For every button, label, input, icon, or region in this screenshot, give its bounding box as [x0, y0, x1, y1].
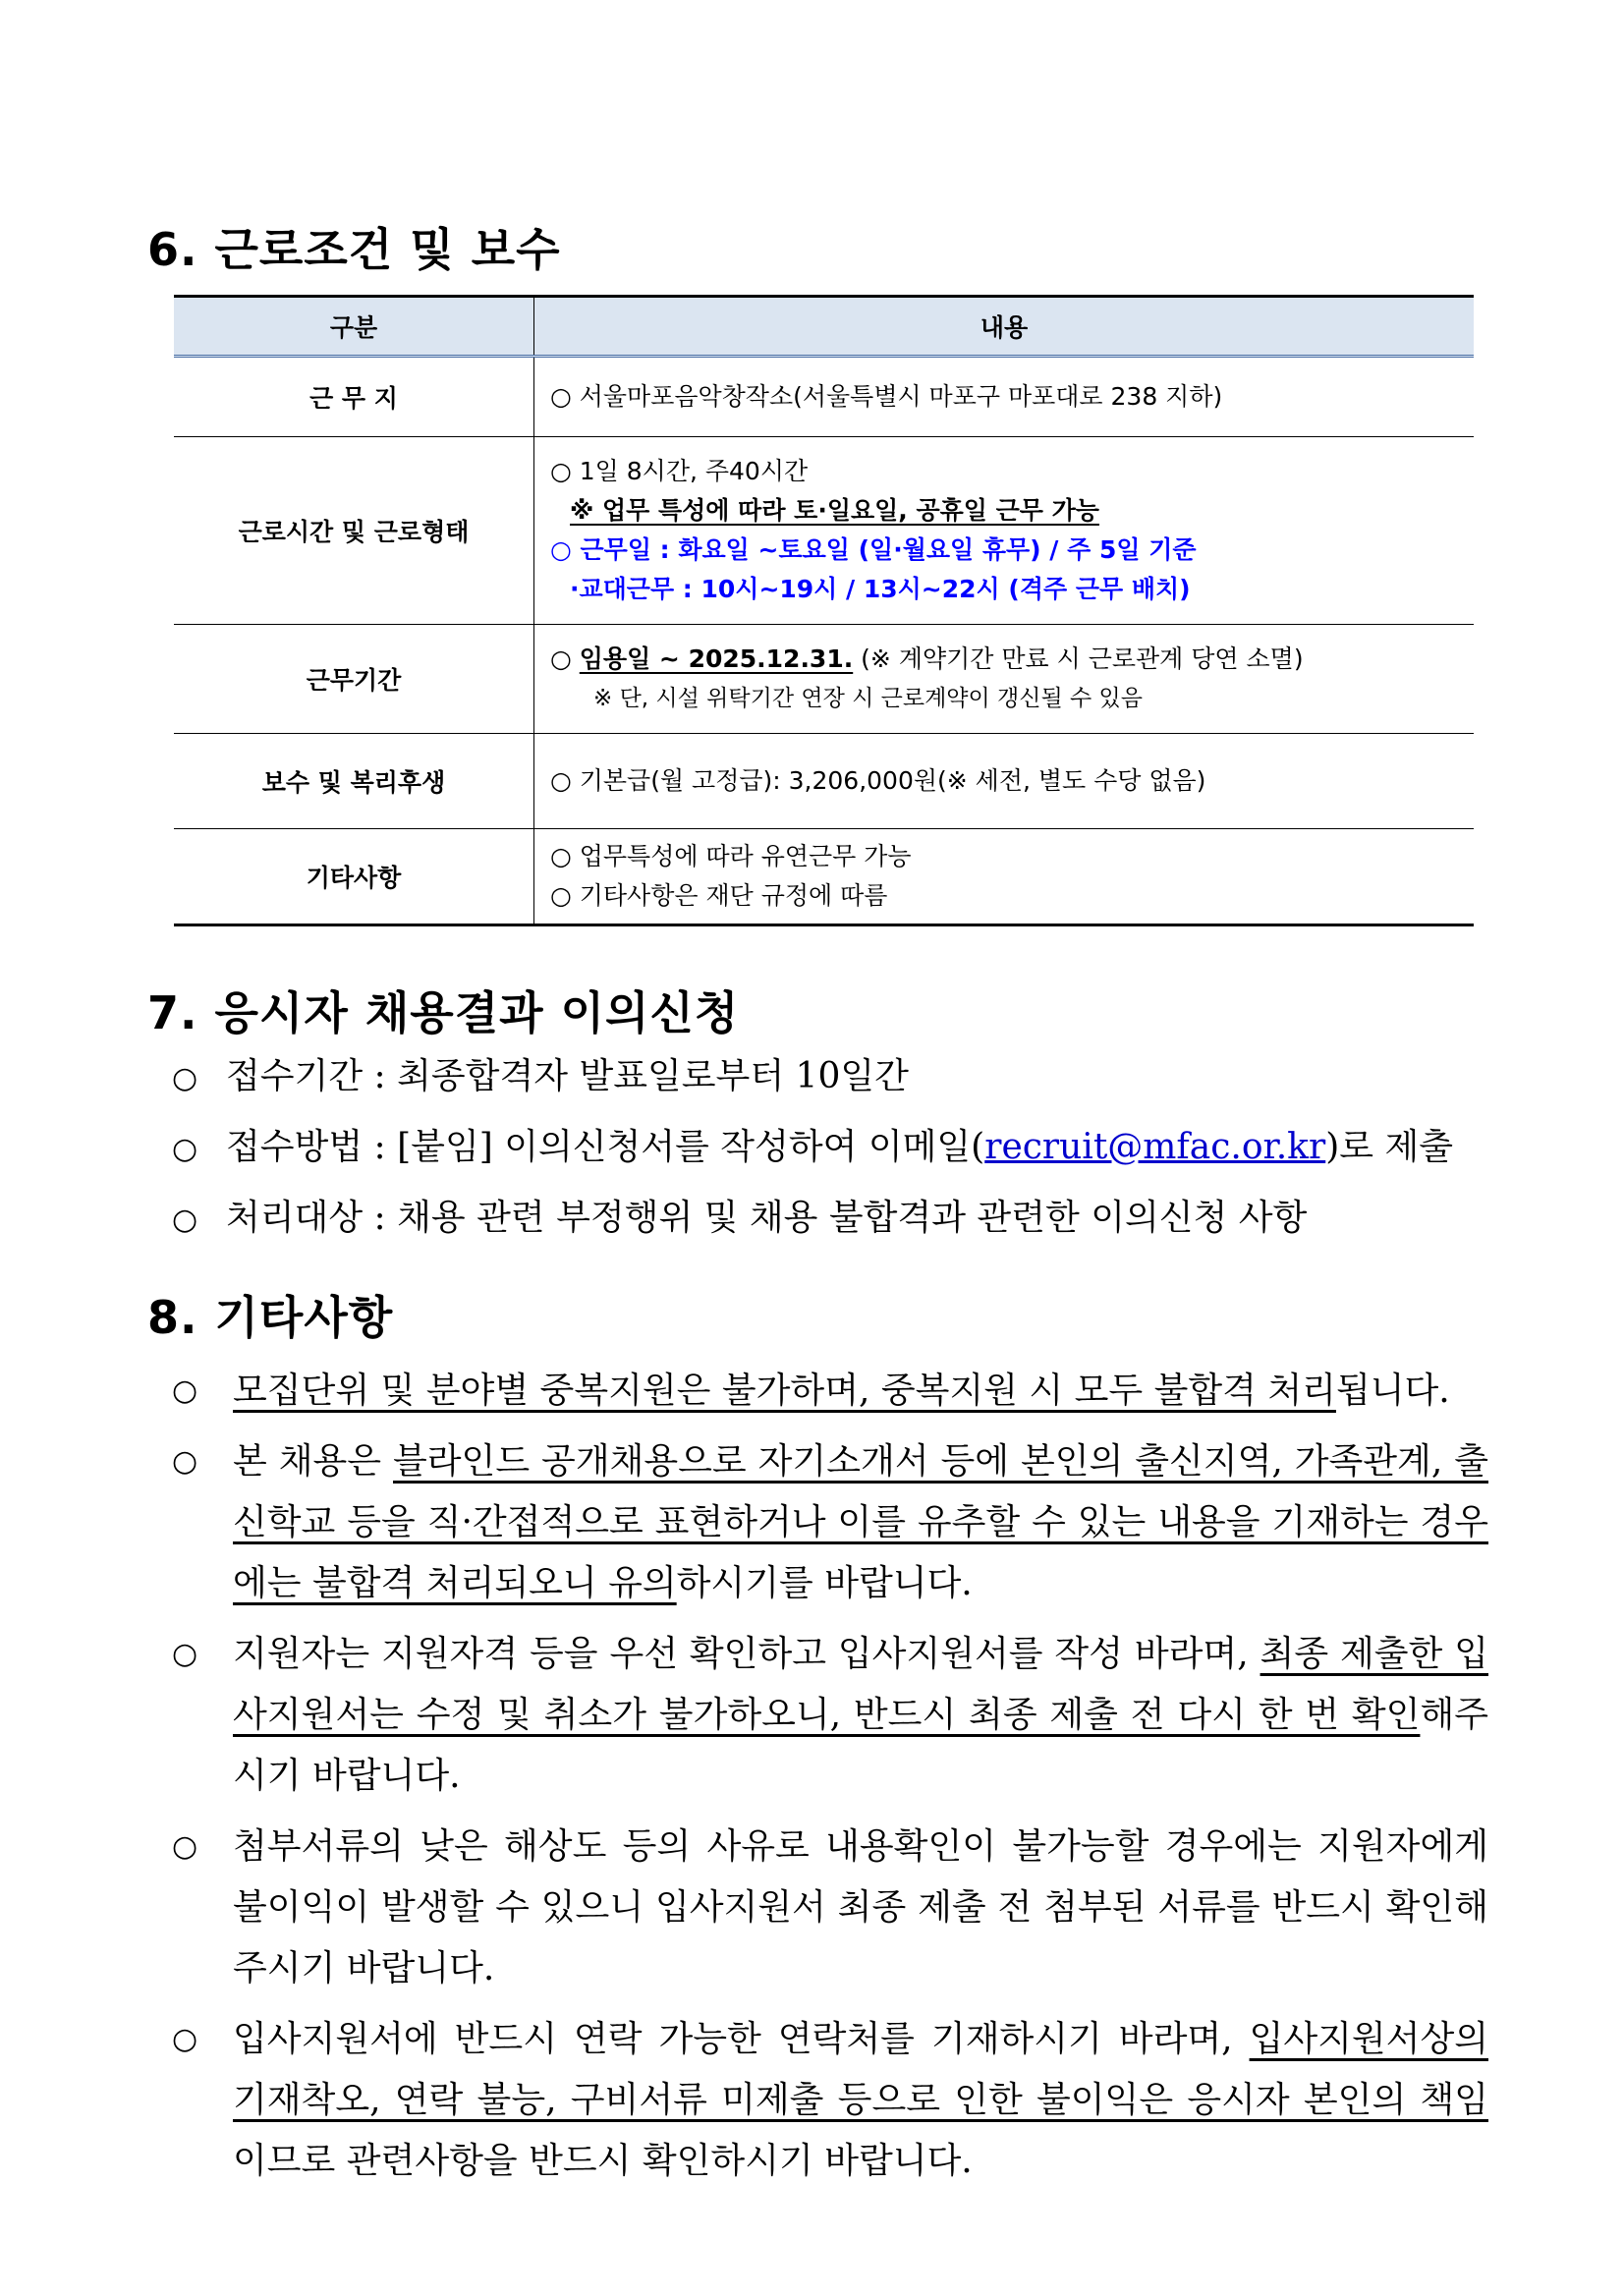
item-underlined: 모집단위 및 분야별 중복지원은 불가하며, 중복지원 시 모두 불합격 처리	[233, 1371, 1336, 1411]
content-line: ○ 기본급(월 고정급): 3,206,000원(※ 세전, 별도 수당 없음)	[550, 766, 1206, 795]
item-text: 지원자는 지원자격 등을 우선 확인하고 입사지원서를 작성 바라며,	[233, 1634, 1260, 1674]
bullet-mark: ○	[172, 1829, 198, 1864]
item-text: 첨부서류의 낮은 해상도 등의 사유로 내용확인이 불가능할 경우에는 지원자에게 불이익이 발생할 수 있으니 입사지원서 최종 제출 전 첨부된 서류를 반드시 확인해주시기 바랍니다.	[233, 1826, 1488, 1988]
table-row	[174, 437, 1474, 625]
row-label: 근 무 지	[174, 357, 534, 437]
header-category: 구분	[174, 297, 534, 357]
list-item	[172, 1817, 1488, 1999]
content-line-shift: ·교대근무 : 10시~19시 / 13시~22시 (격주 근무 배치)	[570, 575, 1191, 603]
period-note: (※ 계약기간 만료 시 근로관계 당연 소멸)	[853, 644, 1304, 673]
row-content	[534, 357, 1475, 437]
item-text: 접수방법 : [붙임] 이의신청서를 작성하여 이메일(	[226, 1127, 985, 1167]
list-item	[172, 1120, 1488, 1191]
item-underlined: 최종 제출한 입사지원서는 수정 및 취소가 불가하오니, 반드시 최종 제출 전 다시 한 번 확인	[233, 1634, 1488, 1735]
section-8-title: 8. 기타사항	[147, 1291, 394, 1344]
item-text: 처리대상 : 채용 관련 부정행위 및 채용 불합격과 관련한 이의신청 사항	[226, 1198, 1308, 1238]
row-content	[534, 625, 1475, 734]
list-item	[172, 1624, 1488, 1807]
row-label: 근무기간	[174, 625, 534, 734]
email-link[interactable]: recruit@mfac.or.kr	[984, 1127, 1326, 1167]
row-content	[534, 437, 1475, 625]
content-line: ○ 업무특성에 따라 유연근무 가능	[550, 842, 912, 870]
appeal-list	[172, 1049, 1488, 1261]
row-label: 기타사항	[174, 829, 534, 925]
item-text: 됩니다.	[1335, 1371, 1450, 1411]
list-item	[172, 1431, 1488, 1614]
bullet-mark: ○	[172, 1061, 198, 1095]
work-conditions-table	[174, 295, 1474, 926]
row-label: 근로시간 및 근로형태	[174, 437, 534, 625]
item-underlined: 입사지원서상의 기재착오, 연락 불능, 구비서류 미제출 등으로 인한 불이익은 응시자 본인의 책임	[233, 2019, 1488, 2120]
table-row	[174, 829, 1474, 925]
table-row	[174, 734, 1474, 829]
list-item	[172, 1049, 1488, 1120]
table-row	[174, 625, 1474, 734]
bullet-mark: ○	[172, 2022, 198, 2056]
list-item	[172, 1361, 1488, 1422]
bullet-mark: ○	[172, 1373, 198, 1408]
bullet-mark: ○	[172, 1203, 198, 1237]
item-text: 하시기를 바랍니다.	[676, 1563, 973, 1603]
list-item	[172, 2009, 1488, 2192]
row-content	[534, 734, 1475, 829]
employment-period: 임용일 ~ 2025.12.31.	[579, 644, 854, 673]
notes-list	[172, 1361, 1488, 2202]
section-6-title: 6. 근로조건 및 보수	[147, 223, 561, 276]
bullet-mark: ○	[550, 644, 580, 673]
row-label: 보수 및 복리후생	[174, 734, 534, 829]
bullet-mark: ○	[172, 1637, 198, 1671]
table-row	[174, 357, 1474, 437]
bullet-mark: ○	[172, 1444, 198, 1479]
item-text: 이므로 관련사항을 반드시 확인하시기 바랍니다.	[233, 2141, 973, 2181]
content-line-note: ※ 단, 시설 위탁기간 연장 시 근로계약이 갱신될 수 있음	[593, 686, 1143, 711]
content-line	[550, 640, 1474, 679]
content-line: ○ 1일 8시간, 주40시간	[550, 457, 809, 485]
content-line: ○ 기타사항은 재단 규정에 따름	[550, 881, 888, 910]
item-text: 접수기간 : 최종합격자 발표일로부터 10일간	[226, 1056, 909, 1096]
list-item	[172, 1191, 1488, 1261]
header-content: 내용	[534, 297, 1475, 357]
item-text: 본 채용은	[233, 1441, 393, 1482]
content-line-note: ※ 업무 특성에 따라 토·일요일, 공휴일 근무 가능	[570, 496, 1099, 525]
row-content	[534, 829, 1475, 925]
item-text: 해주시기 바랍니다.	[233, 1695, 1488, 1796]
bullet-mark: ○	[172, 1132, 198, 1166]
section-7-title: 7. 응시자 채용결과 이의신청	[147, 986, 740, 1039]
table-header-row	[174, 297, 1474, 357]
item-underlined: 블라인드 공개채용으로 자기소개서 등에 본인의 출신지역, 가족관계, 출신학교 등을 직·간접적으로 표현하거나 이를 유추할 수 있는 내용을 기재하는 경우에는 불합격 처리되오니 유의	[233, 1441, 1488, 1603]
content-line: ○ 서울마포음악창작소(서울특별시 마포구 마포대로 238 지하)	[550, 382, 1223, 411]
content-line-workdays: ○ 근무일 : 화요일 ~토요일 (일·월요일 휴무) / 주 5일 기준	[550, 535, 1197, 564]
item-text: 입사지원서에 반드시 연락 가능한 연락처를 기재하시기 바라며,	[233, 2019, 1250, 2059]
item-text: )로 제출	[1325, 1127, 1454, 1167]
